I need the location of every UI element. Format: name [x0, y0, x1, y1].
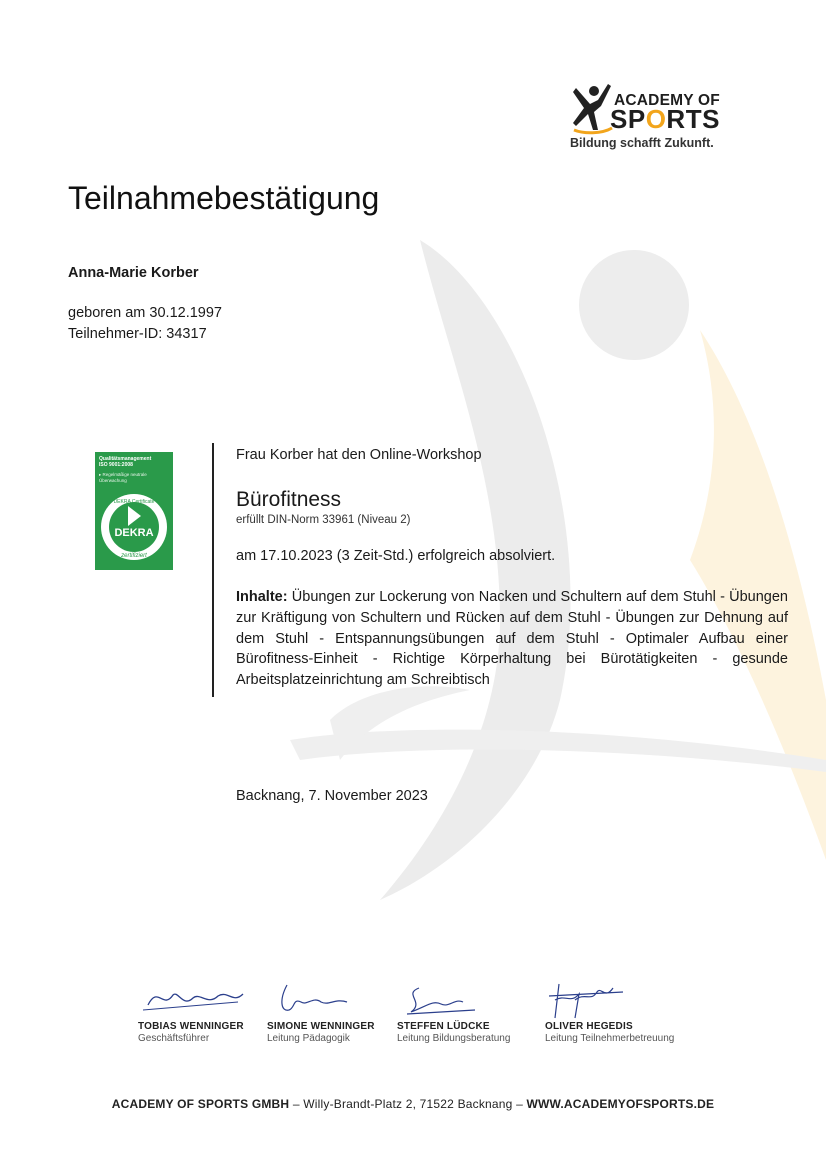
- participant-info: [68, 263, 222, 345]
- signature-scribble: [545, 980, 665, 1020]
- participant-name: Anna-Marie Korber: [68, 265, 199, 281]
- footer: [0, 1097, 826, 1111]
- signature-name: SIMONE WENNINGER: [267, 1021, 375, 1032]
- footer-address: – Willy-Brandt-Platz 2, 71522 Backnang –: [289, 1097, 527, 1111]
- athlete-logo-icon: [568, 82, 614, 136]
- signature-block: [397, 980, 517, 1044]
- participant-birthdate: geboren am 30.12.1997: [68, 305, 222, 321]
- seal-ring-top: DEKRA Certificate: [113, 499, 155, 505]
- course-norm: erfüllt DIN-Norm 33961 (Niveau 2): [236, 514, 411, 526]
- document-title: Teilnahmebestätigung: [68, 180, 380, 216]
- contents-label: Inhalte:: [236, 589, 288, 605]
- signature-name: TOBIAS WENNINGER: [138, 1021, 244, 1032]
- signature-name: STEFFEN LÜDCKE: [397, 1021, 490, 1032]
- signature-scribble: [397, 980, 517, 1020]
- logo-slogan: Bildung schafft Zukunft.: [570, 136, 714, 150]
- seal-brand: DEKRA: [114, 527, 154, 539]
- contents-text: Übungen zur Lockerung von Nacken und Schultern auf dem Stuhl - Übungen zur Kräftigung von Schultern und Rücken auf dem Stuhl - Übungen zur Dehnung auf dem Stuhl - Entspannungsübungen auf dem Stuhl - Optimaler Aufbau einer Bürofitness-Einheit - Richtige Körperhaltung bei Bürotätigkeiten - gesunde Arbeitsplatzeinrichtung am Schreibtisch: [236, 589, 788, 689]
- footer-website: WWW.ACADEMYOFSPORTS.DE: [526, 1097, 715, 1111]
- signature-block: [138, 980, 258, 1044]
- badge-monitoring-text: ▸ Regelmäßige neutrale Überwachung: [99, 472, 147, 483]
- place-date: Backnang, 7. November 2023: [236, 788, 428, 804]
- seal-ring-bottom: zertifiziert: [121, 553, 147, 559]
- signature-role: Leitung Bildungsberatung: [397, 1033, 511, 1044]
- course-name: Bürofitness: [236, 488, 342, 511]
- signature-role: Leitung Teilnehmerbetreuung: [545, 1033, 675, 1044]
- participant-id: Teilnehmer-ID: 34317: [68, 326, 207, 342]
- signature-scribble: [267, 980, 387, 1020]
- course-contents: [236, 587, 788, 691]
- signature-name: OLIVER HEGEDIS: [545, 1021, 633, 1032]
- course-intro: Frau Korber hat den Online-Workshop: [236, 447, 482, 463]
- logo-line-2: SPORTS: [610, 104, 720, 134]
- signature-block: [545, 980, 674, 1044]
- dekra-seal-icon: [99, 492, 169, 562]
- academy-logo: [568, 82, 738, 154]
- signature-scribble: [138, 980, 258, 1020]
- footer-company: ACADEMY OF SPORTS GMBH: [111, 1097, 290, 1111]
- signature-role: Leitung Pädagogik: [267, 1033, 350, 1044]
- signature-block: [267, 980, 387, 1044]
- course-details: [236, 445, 788, 691]
- vertical-divider: [212, 443, 214, 697]
- logo-line-1: ACADEMY OF: [614, 92, 720, 109]
- course-completion: am 17.10.2023 (3 Zeit-Std.) erfolgreich absolviert.: [236, 548, 556, 564]
- signature-role: Geschäftsführer: [138, 1033, 210, 1044]
- badge-qm-text: Qualitätsmanagement ISO 9001:2008: [99, 456, 152, 468]
- dekra-certification-badge: [95, 452, 173, 570]
